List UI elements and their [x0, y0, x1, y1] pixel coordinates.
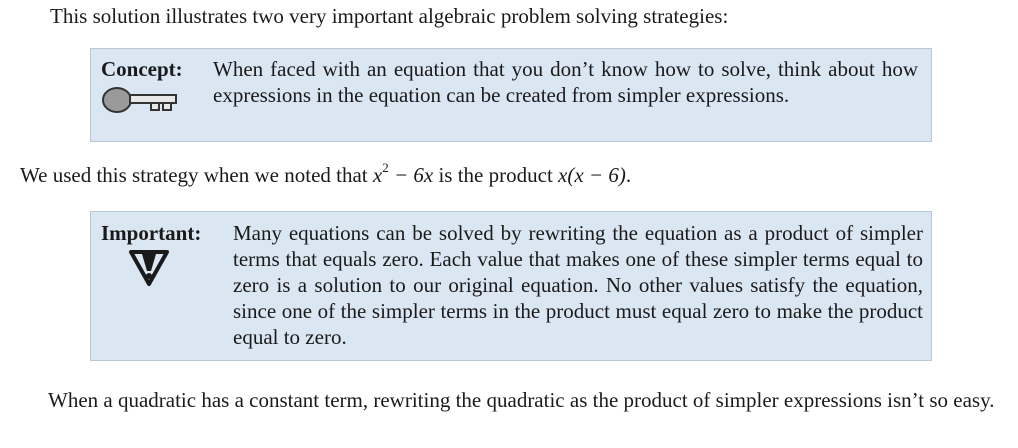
strategy-paragraph [20, 161, 1010, 190]
expr-x: x [372, 163, 383, 187]
intro-paragraph: This solution illustrates two very important algebraic problem solving strategies: [50, 4, 729, 28]
expr-exponent: 2 [382, 160, 389, 175]
concept-label: Concept: [101, 57, 183, 81]
strategy-end: . [625, 163, 632, 187]
important-text: Many equations can be solved by rewriting the equation as a product of simpler terms that equals zero. Each value that makes one of these simpler terms equal to zero is a solution to our original equation. No other values satisfy the equation, since one of the simpler terms in the product must equal zero to make the product equal to zero. [233, 221, 923, 349]
key-icon [101, 85, 181, 115]
important-box [90, 211, 932, 361]
concept-text: When faced with an equation that you don’t know how to solve, think about how expressions in the equation can be created from simpler expressions. [213, 57, 918, 107]
product-expression: x(x − 6) [558, 163, 626, 187]
important-label: Important: [101, 221, 202, 245]
expr-rest: − 6x [388, 163, 434, 187]
closing-paragraph: When a quadratic has a constant term, rewriting the quadratic as the product of simpler expressions isn’t so easy. [48, 388, 995, 412]
strategy-middle: is the product [433, 163, 559, 187]
warning-shield-icon [127, 248, 171, 288]
strategy-before: We used this strategy when we noted that [20, 163, 373, 187]
concept-box [90, 48, 932, 142]
